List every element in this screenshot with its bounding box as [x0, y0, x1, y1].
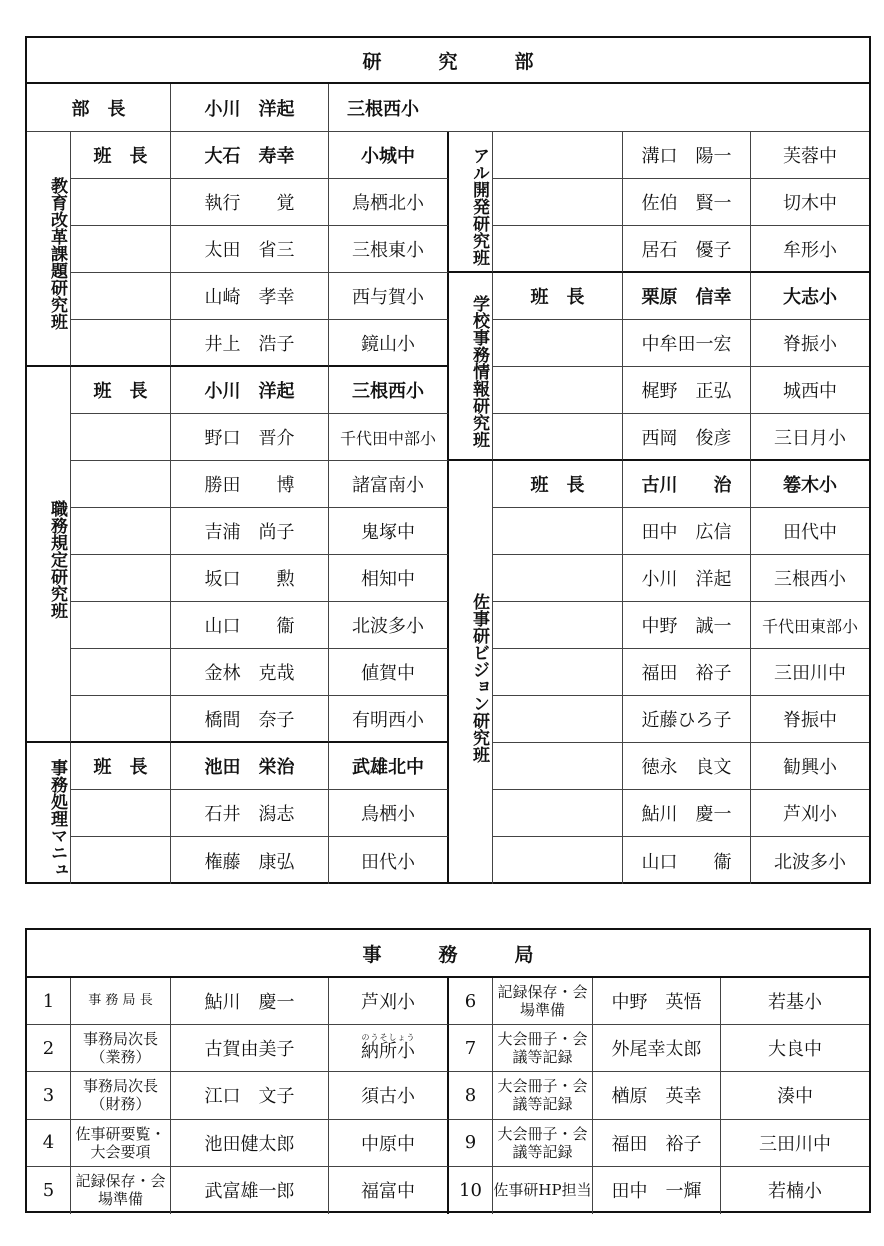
role-cell: [493, 367, 623, 414]
member-name: 梶野 正弘: [623, 367, 751, 414]
office-school: 三田川中: [721, 1120, 869, 1167]
office-school: 福富中: [329, 1167, 449, 1214]
dept-head-label: 部 長: [27, 84, 171, 132]
member-school: 箞木小: [751, 461, 869, 508]
member-name: 勝田 博: [171, 461, 329, 508]
office-name: 古賀由美子: [171, 1025, 329, 1072]
member-school: 千代田東部小: [751, 602, 869, 649]
member-school: 値賀中: [329, 649, 449, 696]
office-role: 事 務 局 長: [71, 978, 171, 1025]
role-cell: [71, 602, 171, 649]
role-cell: [493, 696, 623, 743]
role-cell: 班 長: [493, 273, 623, 320]
group-name: 佐事研ビジョン研究班: [449, 461, 493, 884]
member-school: 田代中: [751, 508, 869, 555]
member-school: 鳥栖小: [329, 790, 449, 837]
member-name: 山崎 孝幸: [171, 273, 329, 320]
role-cell: [71, 837, 171, 884]
member-school: 西与賀小: [329, 273, 449, 320]
office-name: 福田 裕子: [593, 1120, 721, 1167]
member-name: 居石 優子: [623, 226, 751, 273]
role-cell: [71, 696, 171, 743]
member-name: 吉浦 尚子: [171, 508, 329, 555]
member-school: 田代小: [329, 837, 449, 884]
office-role: 大会冊子・会議等記録: [493, 1120, 593, 1167]
member-school: 芙蓉中: [751, 132, 869, 179]
member-name: 井上 浩子: [171, 320, 329, 367]
role-cell: [493, 602, 623, 649]
member-school: 小城中: [329, 132, 449, 179]
member-name: 佐伯 賢一: [623, 179, 751, 226]
role-cell: [493, 179, 623, 226]
member-name: 山口 衞: [623, 837, 751, 884]
role-cell: [71, 555, 171, 602]
office-name: 中野 英悟: [593, 978, 721, 1025]
role-cell: [493, 743, 623, 790]
office-title: 事 務 局: [27, 930, 869, 978]
member-school: 有明西小: [329, 696, 449, 743]
office-no: 3: [27, 1072, 71, 1119]
role-cell: 班 長: [71, 132, 171, 179]
role-cell: [493, 837, 623, 884]
office-no: 9: [449, 1120, 493, 1167]
office-no: 5: [27, 1167, 71, 1214]
member-school: 三根西小: [329, 367, 449, 414]
member-school: 三根西小: [751, 555, 869, 602]
office-role: 事務局次長（財務）: [71, 1072, 171, 1119]
role-cell: [493, 320, 623, 367]
office-name: 外尾幸太郎: [593, 1025, 721, 1072]
office-name: 楢原 英幸: [593, 1072, 721, 1119]
member-school: 芦刈小: [751, 790, 869, 837]
member-school: 三田川中: [751, 649, 869, 696]
member-name: 太田 省三: [171, 226, 329, 273]
member-name: 池田 栄治: [171, 743, 329, 790]
member-school: 武雄北中: [329, 743, 449, 790]
member-school: 三根東小: [329, 226, 449, 273]
office-role: 佐事研HP担当: [493, 1167, 593, 1214]
member-name: 栗原 信幸: [623, 273, 751, 320]
dept-head-school: 三根西小: [329, 84, 869, 132]
role-cell: [493, 790, 623, 837]
member-name: 野口 晋介: [171, 414, 329, 461]
office-no: 6: [449, 978, 493, 1025]
member-name: 橋間 奈子: [171, 696, 329, 743]
office-role: 事務局次長（業務）: [71, 1025, 171, 1072]
office-name: 江口 文子: [171, 1072, 329, 1119]
member-name: 鮎川 慶一: [623, 790, 751, 837]
role-cell: [71, 414, 171, 461]
member-school: 切木中: [751, 179, 869, 226]
research-table: [25, 36, 871, 884]
role-cell: [71, 790, 171, 837]
office-school: 中原中: [329, 1120, 449, 1167]
member-school: 鬼塚中: [329, 508, 449, 555]
member-name: 小川 洋起: [623, 555, 751, 602]
office-no: 10: [449, 1167, 493, 1214]
office-no: 7: [449, 1025, 493, 1072]
member-school: 勧興小: [751, 743, 869, 790]
office-school: [329, 1025, 449, 1072]
group-name: 事務処理マニュ: [27, 743, 71, 884]
group-name: アル開発研究班: [449, 132, 493, 273]
member-name: 執行 覚: [171, 179, 329, 226]
member-name: 福田 裕子: [623, 649, 751, 696]
role-cell: [493, 132, 623, 179]
member-name: 徳永 良文: [623, 743, 751, 790]
role-cell: [71, 226, 171, 273]
office-role: 大会冊子・会議等記録: [493, 1072, 593, 1119]
member-name: 近藤ひろ子: [623, 696, 751, 743]
member-school: 北波多小: [329, 602, 449, 649]
office-school-text: 納所小: [361, 1041, 415, 1063]
office-school: 須古小: [329, 1072, 449, 1119]
member-name: 西岡 俊彦: [623, 414, 751, 461]
member-school: 北波多小: [774, 851, 846, 873]
member-name: 中牟田一宏: [623, 320, 751, 367]
office-school: 若楠小: [768, 1181, 822, 1203]
member-school: 城西中: [751, 367, 869, 414]
office-no: 1: [27, 978, 71, 1025]
member-school: 脊振中: [751, 696, 869, 743]
member-name: 金林 克哉: [171, 649, 329, 696]
member-school: 三日月小: [751, 414, 869, 461]
member-name: 山口 衞: [171, 602, 329, 649]
research-title: 研 究 部: [27, 38, 869, 84]
member-name: 大石 寿幸: [171, 132, 329, 179]
office-school: 芦刈小: [329, 978, 449, 1025]
member-name: 小川 洋起: [171, 367, 329, 414]
role-cell: [493, 555, 623, 602]
role-cell: 班 長: [71, 367, 171, 414]
office-no: 4: [27, 1120, 71, 1167]
member-school: 脊振小: [751, 320, 869, 367]
member-school: 牟形小: [751, 226, 869, 273]
member-name: 権藤 康弘: [171, 837, 329, 884]
role-cell: 班 長: [71, 743, 171, 790]
group-name: 教育改革課題研究班: [27, 132, 71, 367]
member-school: 相知中: [329, 555, 449, 602]
member-school: 大志小: [751, 273, 869, 320]
member-school: 鏡山小: [329, 320, 449, 367]
role-cell: [71, 649, 171, 696]
office-table: [25, 928, 871, 1213]
member-name: 溝口 陽一: [623, 132, 751, 179]
role-cell: [493, 508, 623, 555]
group-name: 学校事務情報研究班: [449, 273, 493, 461]
role-cell: [71, 273, 171, 320]
office-name: 田中 一輝: [593, 1167, 721, 1214]
role-cell: 班 長: [493, 461, 623, 508]
office-name: 鮎川 慶一: [171, 978, 329, 1025]
member-school: 千代田中部小: [329, 414, 449, 461]
dept-head-name: 小川 洋起: [171, 84, 329, 132]
member-name: 古川 治: [623, 461, 751, 508]
role-cell: [71, 508, 171, 555]
role-cell: [493, 414, 623, 461]
office-school: 湊中: [721, 1072, 869, 1119]
group-name: 職務規定研究班: [27, 367, 71, 743]
office-school-ruby: のうそしょう: [361, 1033, 415, 1043]
role-cell: [493, 226, 623, 273]
role-cell: [71, 461, 171, 508]
role-cell: [493, 649, 623, 696]
office-no: 8: [449, 1072, 493, 1119]
member-name: 坂口 勲: [171, 555, 329, 602]
role-cell: [71, 320, 171, 367]
member-school: 諸富南小: [329, 461, 449, 508]
office-name: 武富雄一郎: [171, 1167, 329, 1214]
role-cell: [71, 179, 171, 226]
office-role: 記録保存・会場準備: [493, 978, 593, 1025]
office-role: 大会冊子・会議等記録: [493, 1025, 593, 1072]
member-name: 石井 潟志: [171, 790, 329, 837]
member-name: 田中 広信: [623, 508, 751, 555]
office-role: 佐事研要覧・大会要項: [71, 1120, 171, 1167]
member-name: 中野 誠一: [623, 602, 751, 649]
office-role: 記録保存・会場準備: [71, 1167, 171, 1214]
member-school: 鳥栖北小: [329, 179, 449, 226]
office-no: 2: [27, 1025, 71, 1072]
office-name: 池田健太郎: [171, 1120, 329, 1167]
office-school: 若基小: [721, 978, 869, 1025]
office-school: 大良中: [721, 1025, 869, 1072]
